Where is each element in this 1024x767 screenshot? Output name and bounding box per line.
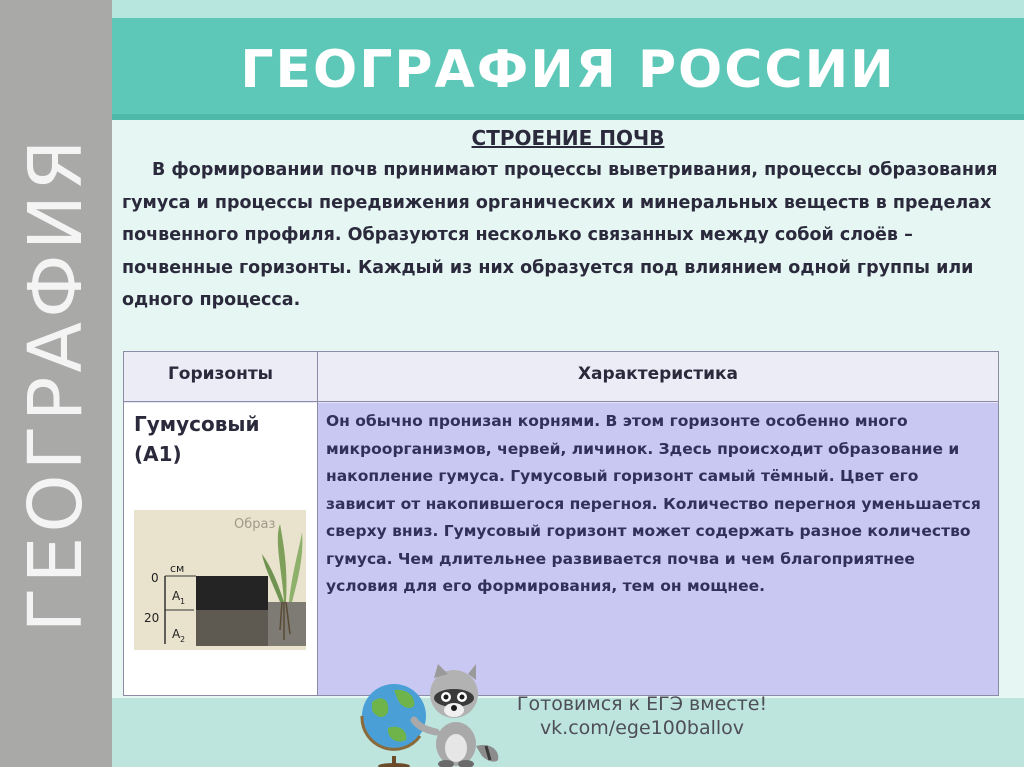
column-divider <box>317 352 318 695</box>
page-title: ГЕОГРАФИЯ РОССИИ <box>240 40 896 100</box>
footer-slogan: Готовимся к ЕГЭ вместе! <box>516 693 768 715</box>
column-header-horizons: Горизонты <box>167 364 274 384</box>
top-strip <box>112 0 1024 18</box>
soil-profile-image <box>134 510 306 650</box>
raccoon-globe-mascot <box>358 660 508 767</box>
raccoon-illustration <box>414 664 498 767</box>
horizon-description: Он обычно пронизан корнями. В этом горизонте особенно много микроорганизмов, червей, личинок. Здесь происходит образование и накопление гумуса. Гумусовый горизонт самый тёмный. Цвет его зависит от накопившегося перегноя. Количество перегноя уменьшается сверху вниз. Гумусовый горизонт может содержать разное количество гумуса. Чем длительнее развивается почва и чем благоприятнее условия для его формирования, тем он мощнее. <box>326 412 981 595</box>
section-heading: СТРОЕНИЕ ПОЧВ <box>471 126 665 150</box>
footer-caption <box>492 692 792 740</box>
horizon-name: Гумусовый (А1) <box>134 412 260 466</box>
unit-label: см <box>170 562 185 575</box>
layer-subscript-a1: 1 <box>180 597 186 606</box>
intro-paragraph: В формировании почв принимают процессы выветривания, процессы образования гумуса и процессы передвижения органических и минеральных веществ в пределах почвенного профиля. Образуются несколько связанных между собой слоёв – почвенные горизонты. Каждый из них образуется под влиянием одной группы или одного процесса. <box>122 160 998 310</box>
layer-subscript-a2: 2 <box>180 635 186 644</box>
layer-label-a1: A <box>172 589 181 603</box>
footer-link[interactable]: vk.com/ege100ballov <box>539 717 745 739</box>
figure-caption-fragment: Образ <box>234 517 276 532</box>
description-cell <box>318 403 998 695</box>
column-header-characteristics: Характеристика <box>577 364 739 384</box>
header <box>112 18 1024 114</box>
layer-label-a2: A <box>172 627 181 641</box>
depth-label-0: 0 <box>151 571 159 585</box>
side-band-label: ГЕОГРАФИЯ <box>13 135 99 633</box>
depth-label-20: 20 <box>144 611 160 625</box>
side-band <box>0 0 112 767</box>
